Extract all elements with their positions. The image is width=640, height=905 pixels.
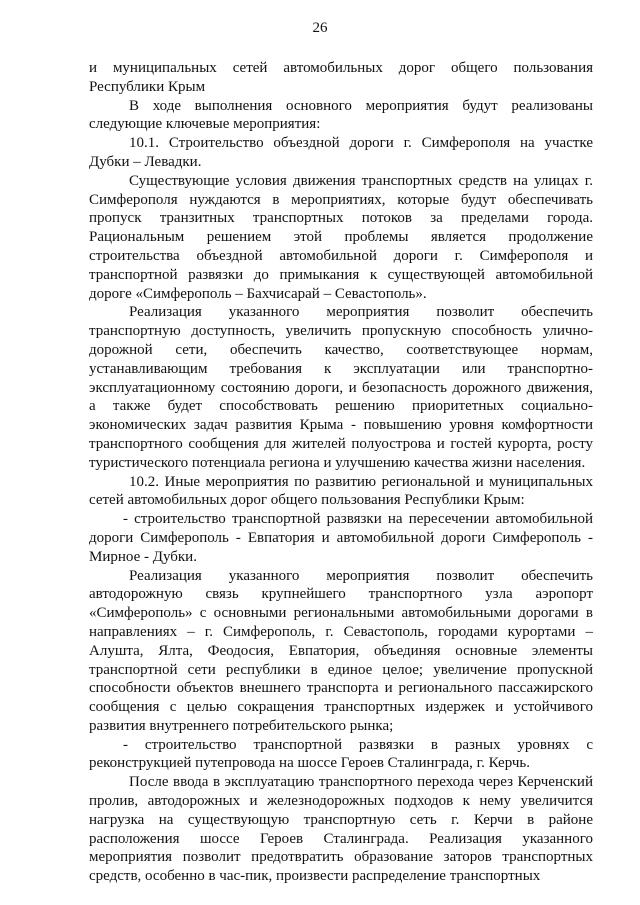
document-body: [89, 59, 593, 886]
list-item-overpass: - строительство транспортной развязки в разных уровнях с реконструкцией путепровода на шоссе Героев Сталинграда, г. Керчь.: [89, 736, 593, 772]
section-heading-10-1: 10.1. Строительство объездной дороги г. Симферополя на участке Дубки – Левадки.: [89, 135, 593, 170]
paragraph-implementation-1: Реализация указанного мероприятия позволит обеспечить транспортную доступность, увеличить пропускную способность улично-дорожной сети, обеспечить качество, соответствующее нормам, устанавливающим требования к эксплуатации или транспортно-эксплуатационному состоянию дороги, и безопасность дорожного движения, а также будет способствовать решению приоритетных социально-экономических задач развития Крыма - повышению уровня комфортности транспортного сообщения для жителей полуострова и гостей курорта, росту туристического потенциала региона и улучшению качества жизни населения.: [89, 304, 593, 471]
list-item-interchange: - строительство транспортной развязки на пересечении автомобильной дороги Симферополь - Евпатория и автомобильной дороги Симферополь - Мирное - Дубки.: [89, 511, 593, 565]
paragraph-implementation-2: Реализация указанного мероприятия позволит обеспечить автодорожную связь крупнейшего транспортного узла аэропорт «Симферополь» с основными региональными автомобильными дорогами в направлениях – г. Симферополь, г. Севастополь, городами курортами – Алушта, Ялта, Феодосия, Евпатория, объединяя основные элементы транспортной сети республики в единое целое; увеличение пропускной способности объектов внешнего транспорта и регионального пассажирского сообщения с целью сокращения транспортных издержек и устойчивого развития внутреннего потребительского рынка;: [89, 567, 593, 734]
paragraph-kerch: После ввода в эксплуатацию транспортного перехода через Керченский пролив, автодорожных и железнодорожных подходов к нему увеличится нагрузка на существующую транспортную сеть г. Керчи в районе расположения шоссе Героев Сталинграда. Реализация указанного мероприятия позволит предотвратить образование заторов транспортных средств, особенно в час-пик, произвести распределение транспортных: [89, 774, 593, 885]
paragraph-conditions: Существующие условия движения транспортных средств на улицах г. Симферополя нуждаются в мероприятиях, которые будут обеспечивать пропуск транзитных транспортных потоков за пределами города. Рациональным решением этой проблемы является продолжение строительства объездной автомобильной дороги г. Симферополя и транспортной развязки до примыкания к существующей автомобильной дороге «Симферополь – Бахчисарай – Севастополь».: [89, 172, 593, 302]
paragraph-continuation: и муниципальных сетей автомобильных дорог общего пользования Республики Крым: [89, 60, 593, 95]
section-heading-10-2: 10.2. Иные мероприятия по развитию региональной и муниципальных сетей автомобильных дорог общего пользования Республики Крым:: [89, 473, 593, 509]
paragraph-intro: В ходе выполнения основного мероприятия будут реализованы следующие ключевые мероприятия:: [89, 97, 593, 133]
page-number: 26: [312, 20, 328, 36]
